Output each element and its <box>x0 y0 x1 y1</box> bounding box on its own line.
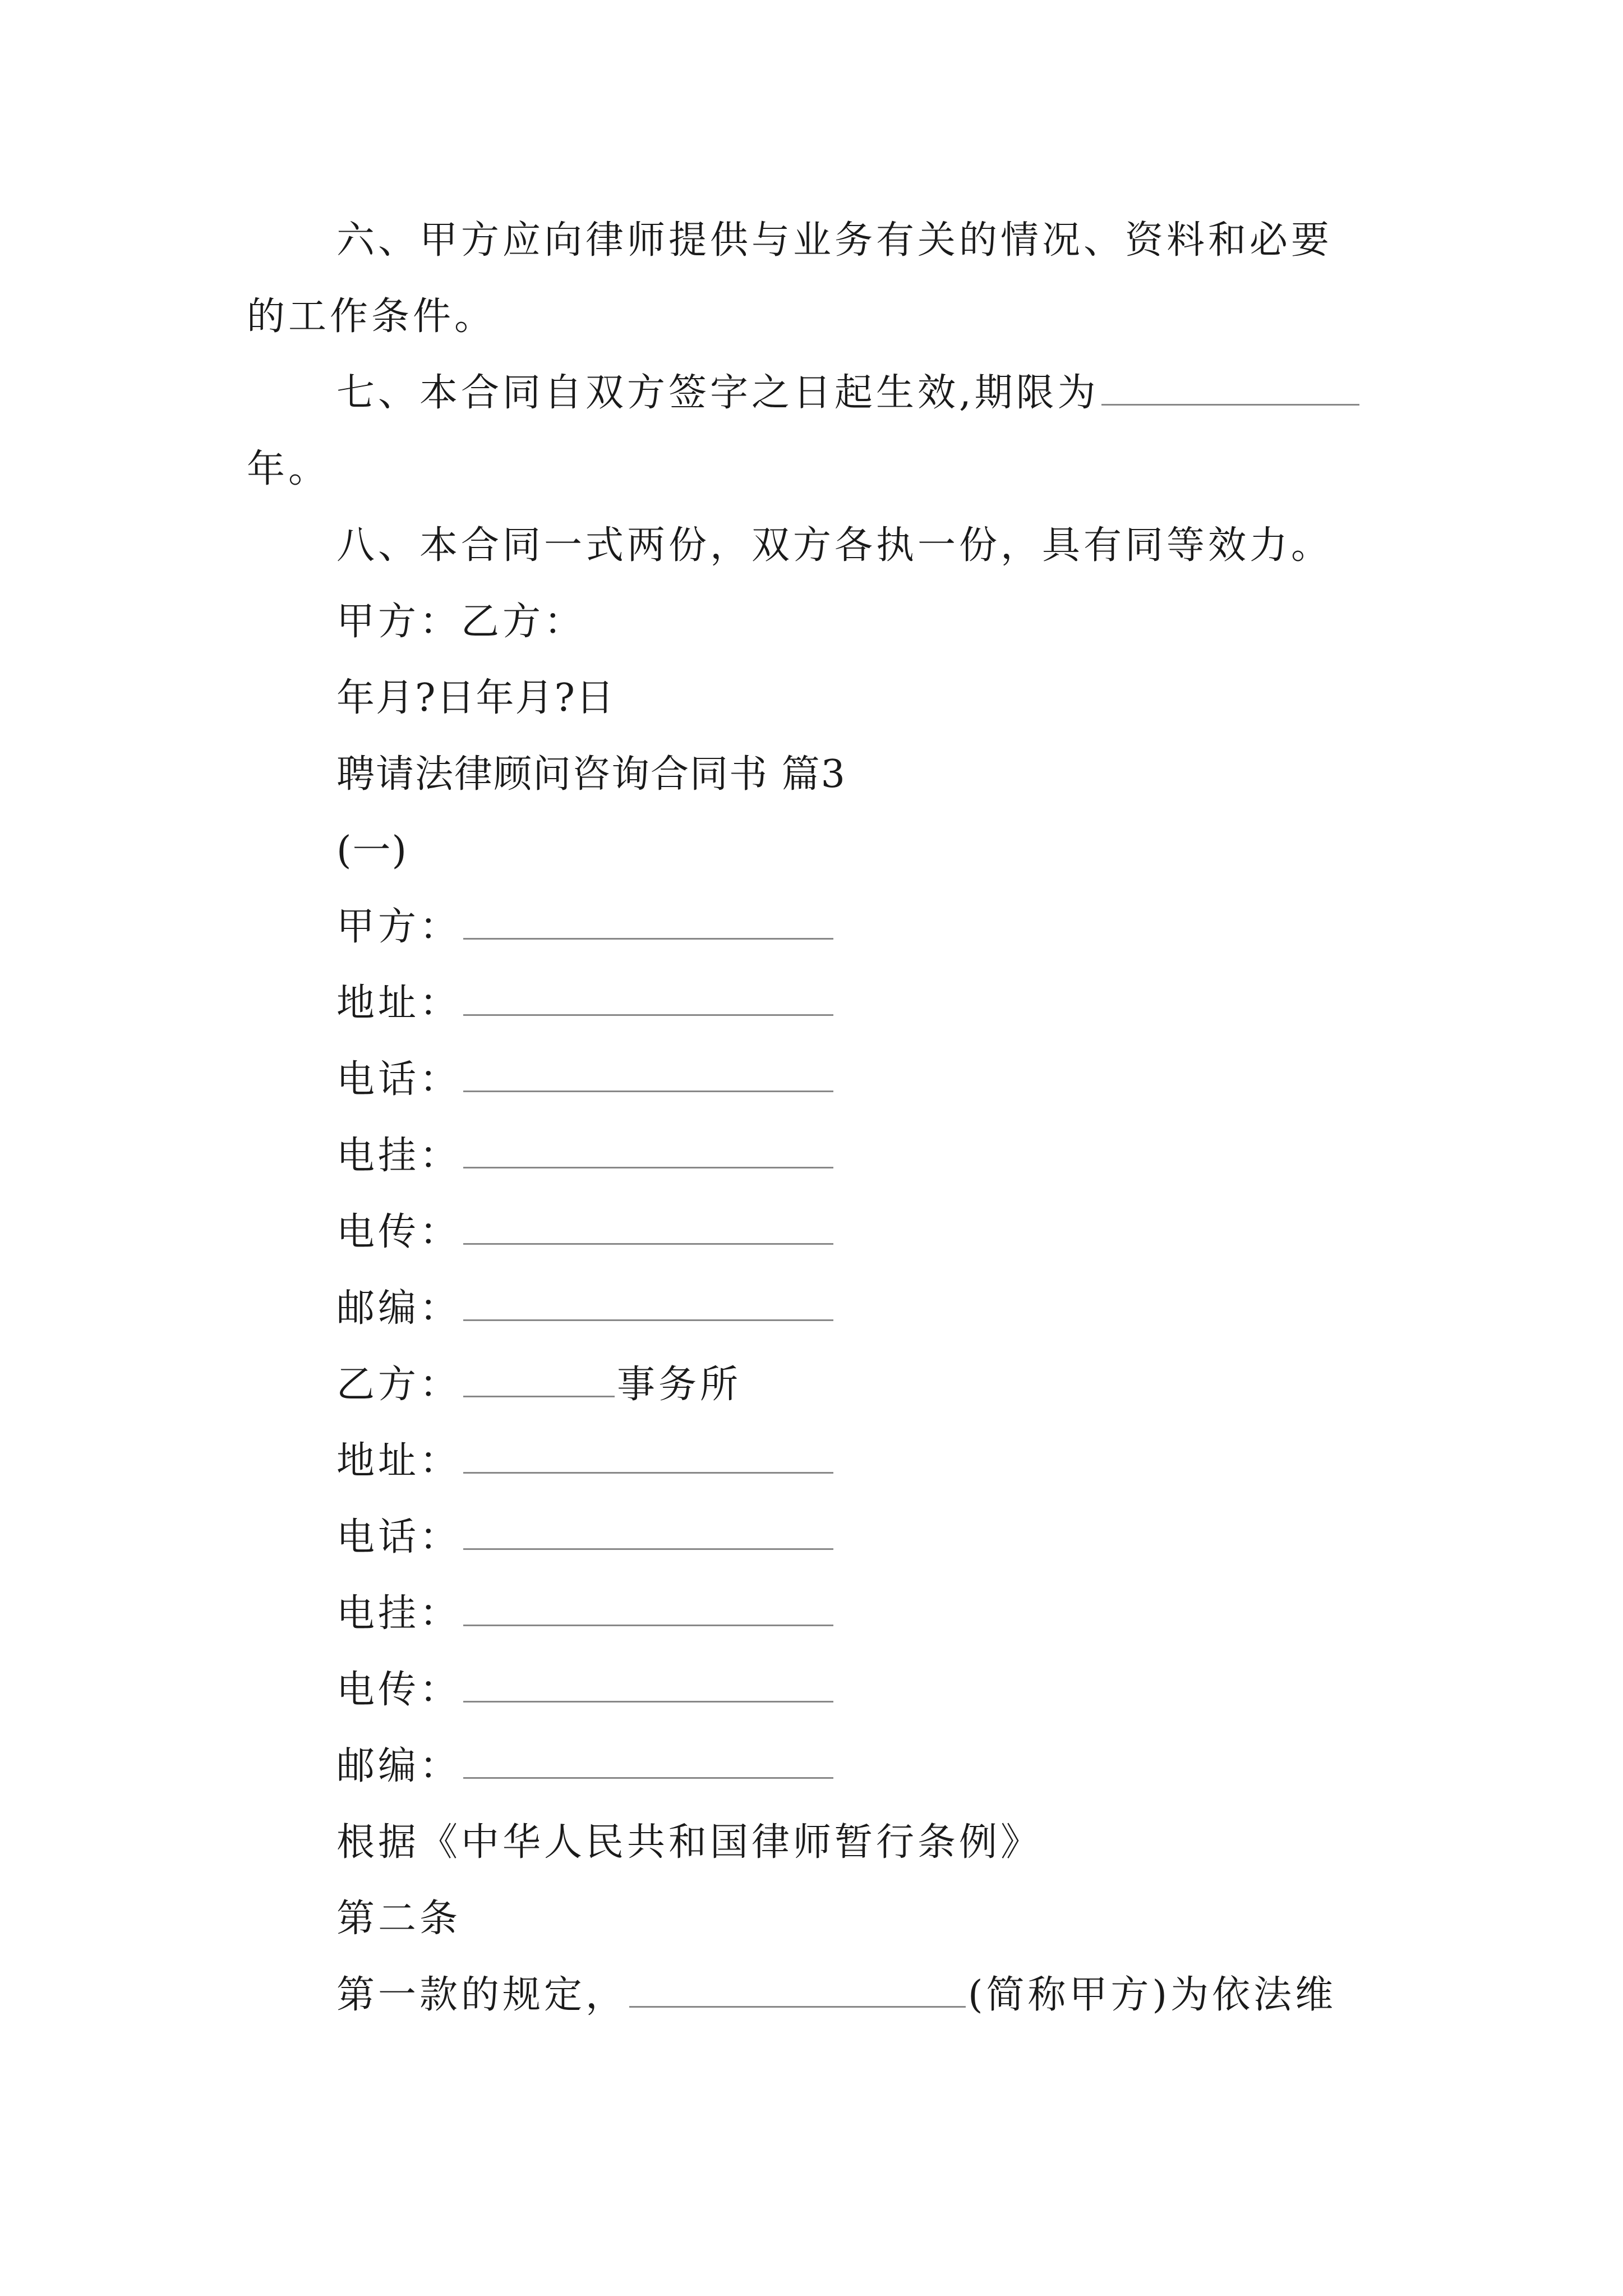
signature-parties: 甲方：乙方： <box>336 600 586 644</box>
party-a-name-label: 甲方： <box>336 905 462 949</box>
party-a-fax-blank[interactable] <box>463 1212 833 1245</box>
clause-7-text: 七、本合同自双方签字之日起生效,期限为 <box>336 371 1099 415</box>
party-b-postcode-label: 邮编： <box>336 1744 462 1788</box>
party-a-phone-row <box>336 1055 836 1105</box>
party-b-postcode-row <box>336 1741 836 1792</box>
party-a-short-name-blank[interactable] <box>629 1975 966 2008</box>
basis-line3-prefix: 第一款的规定， <box>336 1973 628 2017</box>
party-b-telegram-label: 电挂： <box>336 1591 462 1636</box>
party-a-phone-label: 电话： <box>336 1057 462 1102</box>
clause-6-line2: 的工作条件。 <box>247 295 496 339</box>
party-a-telegram-row <box>336 1131 836 1181</box>
signature-dates: 年月?日年月?日 <box>336 676 615 720</box>
party-a-telegram-blank[interactable] <box>463 1135 833 1168</box>
party-b-name-suffix: 事务所 <box>617 1363 742 1407</box>
party-a-telegram-label: 电挂： <box>336 1134 462 1178</box>
basis-line1: 根据《中华人民共和国律师暂行条例》 <box>336 1820 1043 1865</box>
section-subtitle: (一) <box>336 829 408 873</box>
party-b-address-blank[interactable] <box>463 1441 833 1474</box>
party-b-fax-blank[interactable] <box>463 1669 833 1703</box>
party-b-telegram-blank[interactable] <box>463 1593 833 1626</box>
party-a-address-label: 地址： <box>336 981 462 1025</box>
clause-6-line1: 六、甲方应向律师提供与业务有关的情况、资料和必要 <box>336 218 1333 263</box>
party-b-postcode-blank[interactable] <box>463 1746 833 1779</box>
party-b-phone-blank[interactable] <box>463 1517 833 1550</box>
clause-7-line1 <box>336 368 1362 418</box>
party-b-name-label: 乙方： <box>336 1363 462 1407</box>
party-a-phone-blank[interactable] <box>463 1059 833 1092</box>
party-b-phone-label: 电话： <box>336 1515 462 1559</box>
party-a-postcode-blank[interactable] <box>463 1288 833 1321</box>
party-a-name-blank[interactable] <box>463 907 833 940</box>
section-title: 聘请法律顾问咨询合同书 篇3 <box>336 752 846 797</box>
clause-7-line2: 年。 <box>247 447 330 491</box>
party-b-telegram-row <box>336 1589 836 1639</box>
party-b-name-blank[interactable] <box>463 1364 615 1397</box>
party-a-fax-label: 电传： <box>336 1210 462 1254</box>
party-b-fax-row <box>336 1665 836 1715</box>
party-a-name-row <box>336 902 836 953</box>
party-b-fax-label: 电传： <box>336 1668 462 1712</box>
party-b-address-label: 地址： <box>336 1439 462 1483</box>
party-b-address-row <box>336 1436 836 1487</box>
clause-8: 八、本合同一式两份，双方各执一份，具有同等效力。 <box>336 523 1333 568</box>
term-blank[interactable] <box>1101 372 1359 406</box>
party-b-name-row <box>336 1360 741 1410</box>
party-a-postcode-row <box>336 1283 836 1334</box>
basis-line3-suffix: (简称甲方)为依法维 <box>968 1973 1337 2017</box>
basis-line3 <box>336 1970 1336 2021</box>
party-a-fax-row <box>336 1207 836 1258</box>
basis-line2: 第二条 <box>336 1897 462 1941</box>
party-a-postcode-label: 邮编： <box>336 1286 462 1331</box>
party-b-phone-row <box>336 1512 836 1563</box>
party-a-address-blank[interactable] <box>463 983 833 1016</box>
party-a-address-row <box>336 978 836 1029</box>
